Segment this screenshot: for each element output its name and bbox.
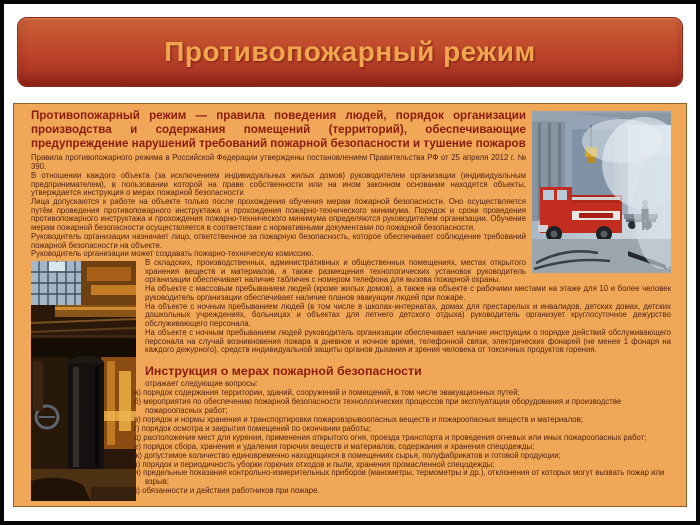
section-heading: Инструкция о мерах пожарной безопасности [145, 363, 422, 378]
body-paragraph: На объекте с ночным пребыванием людей руководитель организации обеспечивает наличие инструкции о порядке действий обслуживающего персонала на случай возникновения пожара в дневное и ночное время, телефонной связи, электрических фонарей (не менее 1 фонаря на каждого дежурного), средств индивидуальной защиты органов дыхания и зрения человека от токсичных продуктов горения. [145, 327, 671, 355]
body-paragraph: Руководитель организации может создавать пожарно-техническую комиссию. [31, 249, 314, 259]
instruction-item: е) порядок сбора, хранения и удаления горючих веществ и материалов, содержания и хранения спецодежды; [134, 441, 535, 451]
instruction-item: к) обязанности и действия работников при пожаре. [134, 486, 320, 496]
instruction-item: б) мероприятия по обеспечению пожарной безопасности технологических процессов при эксплуатации оборудования и производстве пожароопасных работ; [134, 396, 622, 415]
industrial-interior-photo [31, 261, 136, 501]
body-paragraph: В отношении каждого объекта (за исключением индивидуальных жилых домов) руководителем организации (индивидуальным предпринимателем), в пользовании которой на праве собственности или на ином законном основании находятся объекты, утверждается инструкция о мерах пожарной безопасности [31, 170, 526, 198]
dark-cylinder-vessel [68, 356, 104, 471]
instruction-item: и) предельные показания контрольно-измерительных приборов (манометры, термометры и др.), отклонения от которых могут вызвать пожар или взрыв; [134, 468, 665, 487]
instruction-item: ж) допустимое количество единовременно находящихся в помещениях сырья, полуфабрикатов и готовой продукции; [134, 450, 561, 460]
body-paragraph: Руководитель организации назначает лицо, ответственное за пожарную безопасность, которое обеспечивает соблюдение требований пожарной безопасности на объекте. [31, 231, 526, 250]
intro-definition: Противопожарный режим — правила поведения людей, порядок организации производства и содержания помещений (территорий), обеспечивающие предупреждение нарушений требований пожарной безопасности и тушение пожаров [31, 109, 526, 151]
content-panel [13, 103, 687, 507]
page-title: Противопожарный режим [164, 36, 536, 67]
factory-windows [31, 261, 81, 305]
fire-truck-photo [532, 111, 671, 273]
header-banner [17, 17, 683, 87]
body-paragraph: На объекте с массовым пребыванием людей (кроме жилых домов), а также на объекте с рабочими местами на этаже для 10 и более человек руководитель организации обеспечивает наличие планов эвакуации людей при пожаре. [145, 284, 671, 302]
instruction-item: г) порядок осмотра и закрытия помещений по окончании работы; [134, 423, 371, 433]
glowing-furnace-area [101, 357, 136, 449]
body-paragraph: В складских, производственных, административных и общественных помещениях, местах открытого хранения веществ и материалов, а также размещения технологических установок руководитель организации обеспечивает наличие табличек с номером телефона для вызова пожарной охраны. [145, 258, 526, 285]
body-paragraph: Лица допускаются к работе на объекте только после прохождения обучения мерам пожарной безопасности. Оно осуществляется путём проведения противопожарного инструктажа и прохождения пожарно-технического минимума. Порядок и сроки проведения противопожарного инструктажа и прохождения пожарно-технического минимума определяются руководителем организации. Обучение мерам пожарной безопасности осуществляется в соответствии с нормативными документами по пожарной безопасности. [31, 197, 526, 233]
section-subline: отражает следующие вопросы: [145, 378, 258, 388]
instruction-item: а) порядок содержания территории, зданий, сооружений и помещений, в том числе эвакуационных путей; [134, 387, 520, 397]
instruction-item: д) расположение мест для курения, применения открытого огня, проезда транспорта и проведения огневых или иных пожароопасных работ; [134, 432, 647, 442]
body-paragraph: Правила противопожарного режима в Российской Федерации утверждены постановлением Правительства РФ от 25 апреля 2012 г. № 390. [31, 153, 526, 172]
instruction-item: з) порядок и периодичность уборки горючих отходов и пыли, хранения промасленной спецодежды; [134, 459, 495, 469]
instruction-item: в) порядок и нормы хранения и транспортировки пожаровзрывоопасных веществ и пожароопасных веществ и материалов; [134, 414, 583, 424]
body-paragraph: На объекте с ночным пребыванием людей (в том числе в школах-интернатах, домах для престарелых и инвалидов, детских домах, детских дошкольных учреждениях, больницах и объектах для летнего детского отдыха) руководитель организует круглосуточное дежурство обслуживающего персонала. [145, 301, 671, 329]
dirt-floor [31, 469, 136, 501]
left-machinery [31, 357, 69, 473]
